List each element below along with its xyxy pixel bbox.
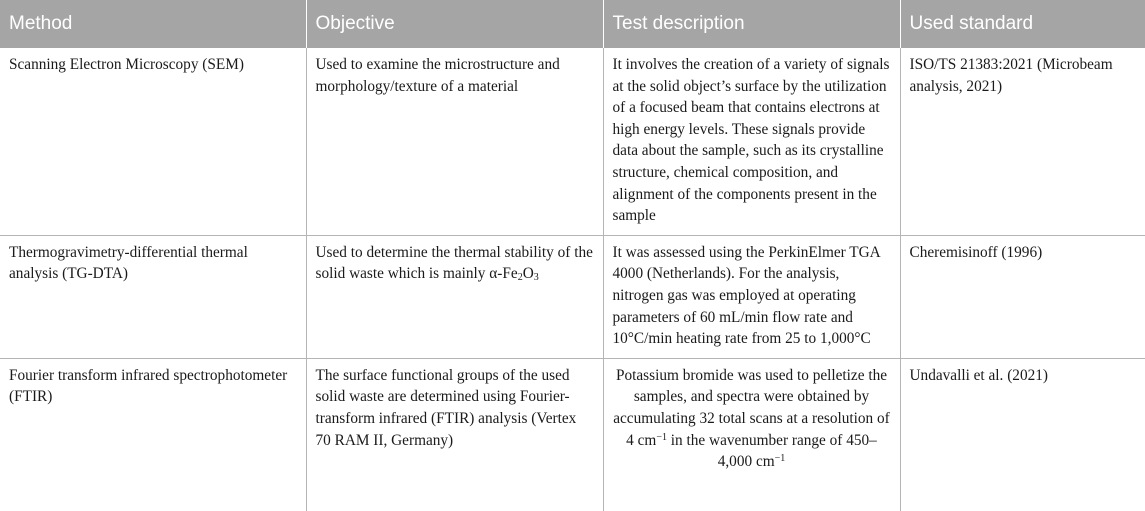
table-row xyxy=(0,358,1145,511)
cell-description xyxy=(603,358,900,511)
header-test-description: Test description xyxy=(603,0,900,48)
cell-method: Thermogravimetry-differential thermal analysis (TG-DTA) xyxy=(0,235,306,358)
cell-standard: ISO/TS 21383:2021 (Microbeam analysis, 2021) xyxy=(900,48,1145,235)
header-row xyxy=(0,0,1145,48)
table-row xyxy=(0,48,1145,235)
header-method: Method xyxy=(0,0,306,48)
objective-text: O xyxy=(522,265,534,283)
cell-standard: Cheremisinoff (1996) xyxy=(900,235,1145,358)
cell-objective: The surface functional groups of the used solid waste are determined using Fourier-transform infrared (FTIR) analysis (Vertex 70 RAM II, Germany) xyxy=(306,358,603,511)
cell-method: Fourier transform infrared spectrophotometer (FTIR) xyxy=(9,366,288,406)
subscript: 2 xyxy=(517,272,523,284)
subscript: 3 xyxy=(533,272,539,284)
cell-objective xyxy=(306,235,603,358)
description-text: Potassium bromide was used to pelletize the samples, and spectra were obtained by accumulating 32 total scans at a resolution of 4 cm xyxy=(613,366,890,449)
cell-description: It was assessed using the PerkinElmer TGA 4000 (Netherlands). For the analysis, nitrogen gas was employed at operating parameters of 60 mL/min flow rate and 10°C/min heating rate from 25 to 1,000°C xyxy=(603,235,900,358)
cell-method: Scanning Electron Microscopy (SEM) xyxy=(0,48,306,235)
superscript: −1 xyxy=(774,453,786,465)
description-text: in the wavenumber range of 450–4,000 cm xyxy=(666,431,877,471)
cell-standard: Undavalli et al. (2021) xyxy=(900,358,1145,511)
header-objective: Objective xyxy=(306,0,603,48)
cell-objective: Used to examine the microstructure and morphology/texture of a material xyxy=(306,48,603,235)
header-used-standard: Used standard xyxy=(900,0,1145,48)
objective-text: Used to determine the thermal stability of the solid waste which is mainly α-Fe xyxy=(315,243,593,283)
table-row xyxy=(0,235,1145,358)
superscript: −1 xyxy=(656,431,667,443)
cell-description: It involves the creation of a variety of signals at the solid object’s surface by the utilization of a focused beam that contains electrons at high energy levels. These signals provide data about the sample, such as its crystalline structure, chemical composition, and alignment of the components present in the sample xyxy=(603,48,900,235)
